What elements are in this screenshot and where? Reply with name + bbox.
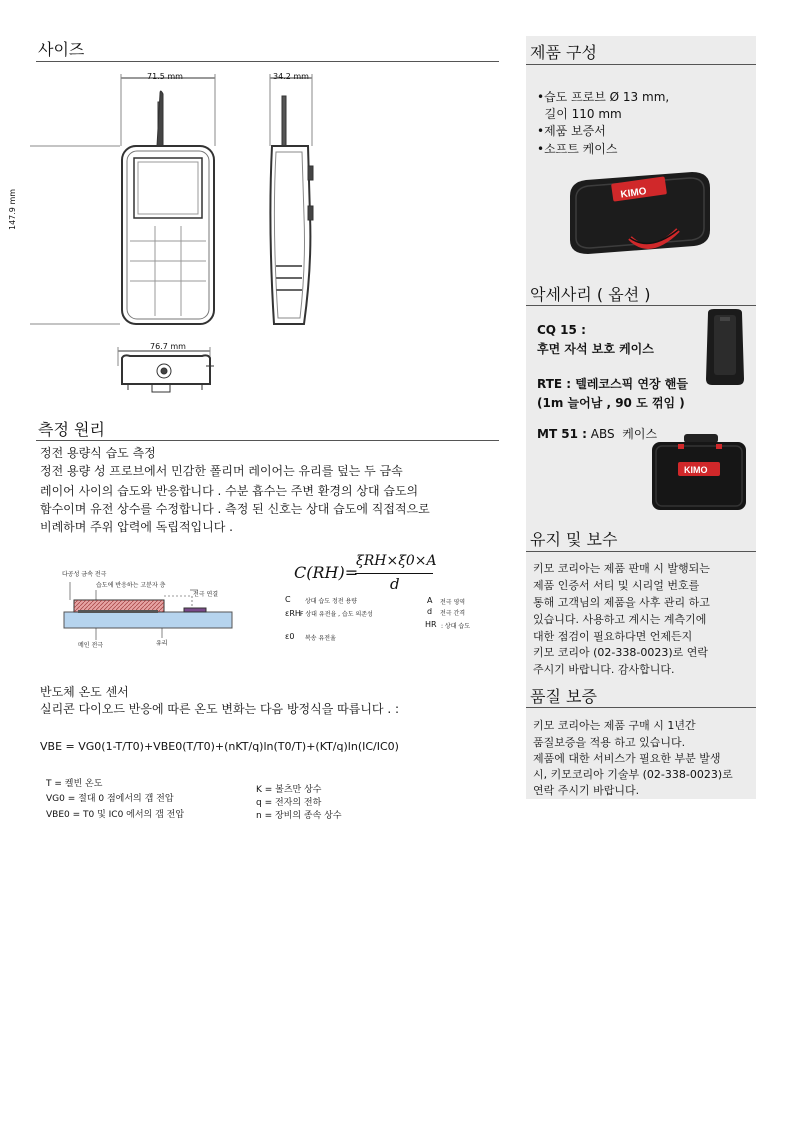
label-polymer-layer: 습도에 반응하는 고분자 층 [96,582,166,589]
def-vbe0: VBE0 = T0 및 IC0 에서의 갭 전압 [46,810,185,820]
rte-line-2: (1m 늘어남 , 90 도 꺾임 ) [537,396,685,410]
kimo-logo: KIMO [684,465,708,475]
maintenance-line-5: 대한 점검이 필요하다면 언제든지 [533,630,693,643]
mt51-desc: ABS 케이스 [586,427,658,441]
dimension-drawing [30,66,330,416]
magnetic-case-image [700,307,750,387]
size-title: 사이즈 [38,40,85,59]
def-vg0: VG0 = 절대 0 점에서의 갭 전압 [46,794,174,804]
maintenance-line-6: 키모 코리아 (02-338-0023)로 연락 [533,646,709,659]
dim-depth-label: 34.2 mm [273,72,309,81]
size-divider [36,61,499,62]
principle-title: 측정 원리 [38,420,105,439]
warranty-line-4: 시, 키모코리아 기술부 (02-338-0023)로 [533,768,733,781]
dim-height-label: 147.9 mm [8,188,17,230]
def-k: K = 볼츠만 상수 [256,785,322,795]
formula-denominator: d [390,575,400,593]
legend-c-text: 상대 습도 정전 용량 [305,598,358,605]
temp-equation: VBE = VG0(1-T/T0)+VBE0(T/T0)+(nKT/q)ln(T0/T)+(KT/q)ln(IC/IC0) [40,740,399,753]
legend-e0-sym: ε0 [285,632,295,641]
component-item-3: •제품 보증서 [537,124,606,138]
mt51-code: MT 51 : [537,427,587,441]
principle-divider [36,440,499,441]
bottom-view [118,347,214,392]
component-item-2: 길이 110 mm [537,107,622,121]
maintenance-line-1: 키모 코리아는 제품 판매 시 발행되는 [533,562,710,575]
label-electrode-pad: 전극 연결 [193,591,219,598]
principle-line-4: 비례하며 주위 압력에 독립적입니다 . [40,520,233,534]
principle-subtitle: 정전 용량식 습도 측정 [40,446,156,460]
legend-a-text: 전극 영역 [440,599,466,606]
legend-erh-sym: εRH [285,609,301,618]
legend-hr-text: : 상대 습도 [441,623,471,630]
formula-lhs: C(RH)= [294,563,359,582]
side-view [270,74,313,324]
maintenance-title: 유지 및 보수 [530,530,618,549]
legend-c-sym: C [285,595,291,604]
svg-text:KIMO: KIMO [619,186,648,201]
principle-line-3: 함수이며 유전 상수를 수정합니다 . 측정 된 신호는 상대 습도에 직접적으로 [40,502,430,516]
accessories-divider [526,305,756,306]
maintenance-line-4: 있습니다. 사용하고 계시는 계측기에 [533,613,707,626]
warranty-divider [526,707,756,708]
def-n: n = 장비의 종속 상수 [256,811,342,821]
component-item-1: •습도 프로브 Ø 13 mm, [537,90,670,104]
legend-hr-sym: HR [425,620,437,629]
label-porous-electrode: 다공성 금속 전극 [62,571,107,578]
dim-bottom-label: 76.7 mm [150,342,186,351]
temp-subtitle: 반도체 온도 센서 [40,685,129,699]
dim-width-label: 71.5 mm [147,72,183,81]
formula-bar [355,573,433,574]
components-divider [526,64,756,65]
maintenance-line-3: 통해 고객님의 제품을 사후 관리 하고 [533,596,710,609]
accessories-title: 악세사리 ( 옵션 ) [530,285,651,304]
formula-numerator: ξRH×ξ0×A [356,553,437,569]
legend-erh-text: F 상대 유전율 , 습도 의존성 [300,611,373,618]
soft-case-image [560,168,720,258]
warranty-title: 품질 보증 [530,687,597,706]
def-t: T = 켈빈 온도 [46,779,103,789]
principle-line-2: 레이어 사이의 습도와 반응합니다 . 수분 흡수는 주변 환경의 상대 습도의 [40,484,419,498]
maintenance-line-7: 주시기 바랍니다. 감사합니다. [533,663,675,676]
warranty-line-2: 품질보증을 적용 하고 있습니다. [533,736,686,749]
warranty-line-5: 연락 주시기 바랍니다. [533,784,640,797]
cq15-code: CQ 15 : [537,323,586,337]
legend-e0-text: 복송 유전율 [305,635,336,642]
temp-line: 실리콘 다이오드 반응에 따른 온도 변화는 다음 방정식을 따릅니다 . : [40,702,399,716]
maintenance-line-2: 제품 인증서 서티 및 시리얼 번호를 [533,579,700,592]
legend-d-sym: d [427,607,433,616]
components-title: 제품 구성 [530,43,597,62]
rte-line-1: RTE : 텔레코스픽 연장 핸들 [537,377,688,391]
warranty-line-3: 제품에 대한 서비스가 필요한 부분 발생 [533,752,721,765]
component-item-4: •소프트 케이스 [537,142,618,156]
label-glass: 유리 [156,640,168,647]
cq15-desc: 후면 자석 보호 케이스 [537,342,654,356]
mt51-line [537,426,657,443]
front-view [30,74,215,324]
legend-d-text: 전극 간격 [440,610,466,617]
principle-line-1: 정전 용량 성 프로브에서 민감한 폴리머 레이어는 유리를 덮는 두 금속 [40,464,403,478]
maintenance-divider [526,551,756,552]
def-q: q = 전자의 전하 [256,798,322,808]
label-main-electrode: 메인 전극 [78,642,104,649]
abs-case-image [650,432,750,514]
warranty-line-1: 키모 코리아는 제품 구매 시 1년간 [533,719,696,732]
legend-a-sym: A [427,596,433,605]
